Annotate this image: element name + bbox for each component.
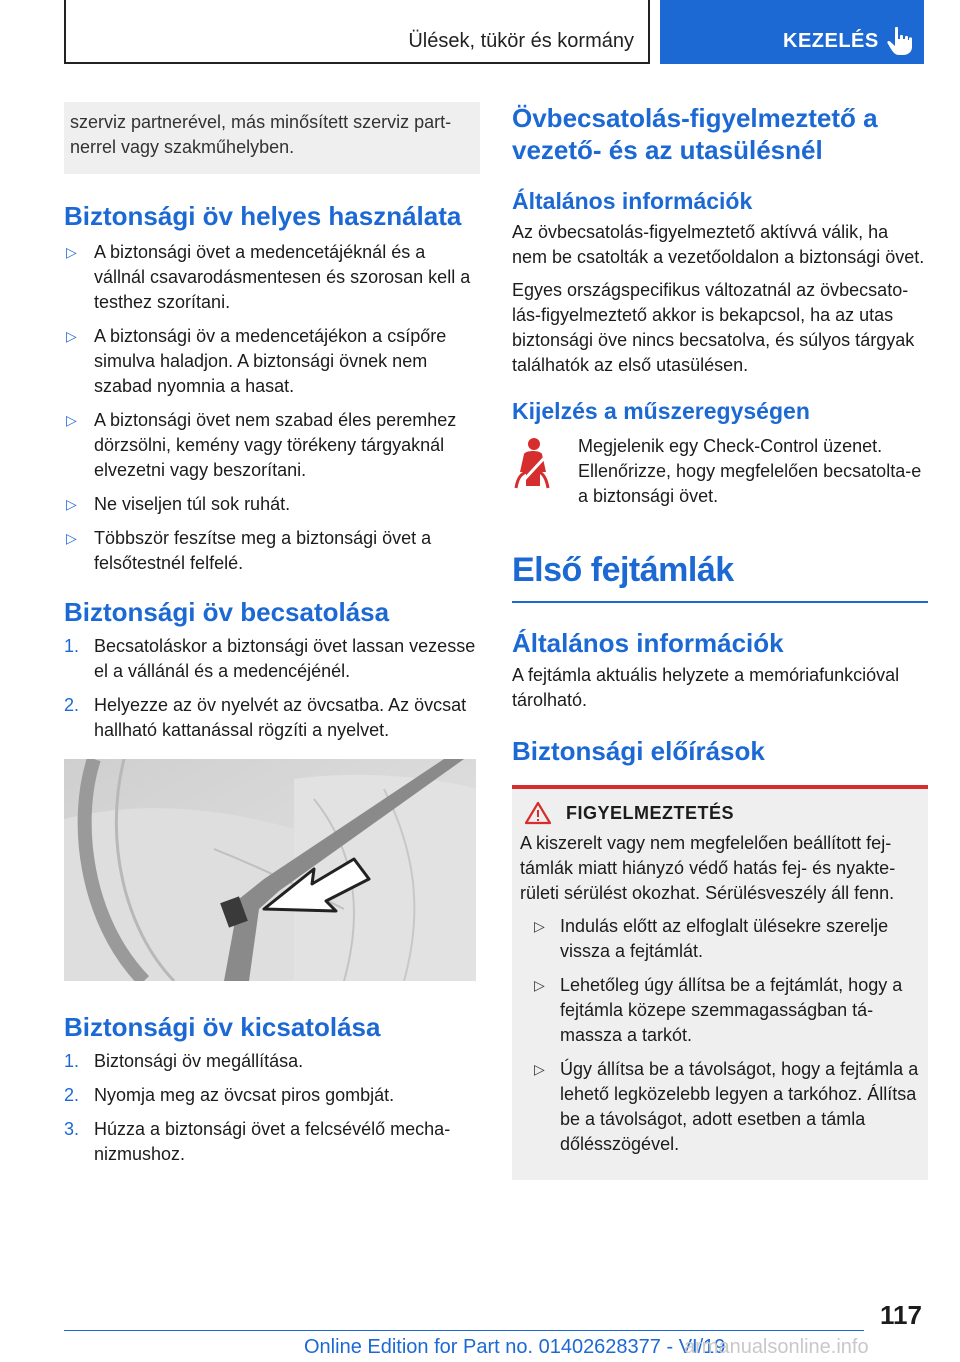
list-item: ▷ A biztonsági öv a medencetájékon a csípőre simulva haladjon. A biztonsági övnek nem szabad nyomnia a hasat. [66,326,447,396]
unfasten-steps [64,1049,480,1167]
seatbelt-buckle-photo [64,759,476,981]
fasten-steps [64,634,480,743]
heading-correct-use: Biztonsági öv helyes használata [64,201,462,231]
header-tab[interactable] [660,0,924,64]
list-item: ▷ Úgy állítsa be a távolságot, hogy a fejtámla a lehető legközelebb legyen a tarkóhoz. Állítsa be a távolságot, adott esetben a támla dőlésszögével. [534,1059,919,1154]
list-item: 1. Becsatoláskor a biztonsági övet lassan vezesse el a vállánál és a medencéjénél. [64,636,476,681]
indicator-row [512,434,928,509]
warning-text: A kiszerelt vagy nem megfelelően beállított fejtámlák miatt hiányzó védő hatás fej- és nyakterületi sérülést okozhat. Sérülésveszély áll fenn. [520,833,896,903]
warning-box [512,785,928,1180]
watermark: armanualsonline.info [684,1336,869,1358]
triangle-bullet-icon: ▷ [534,1061,545,1077]
triangle-bullet-icon: ▷ [66,328,77,344]
triangle-bullet-icon: ▷ [534,918,545,934]
pointing-hand-icon [886,26,914,56]
list-item: 3. Húzza a biztonsági övet a felcsévélő mechanizmushoz. [64,1119,451,1164]
paragraph: A fejtámla aktuális helyzete a memóriafunkcióval tárolható. [512,665,900,710]
triangle-bullet-icon: ▷ [66,496,77,512]
seat-illustration [64,759,476,981]
warning-triangle-icon [524,801,552,825]
heading-general-info-1: Általános információk [512,188,753,214]
heading-unfasten: Biztonsági öv kicsatolása [64,1012,381,1042]
list-item: ▷ Ne viseljen túl sok ruhát. [64,492,480,517]
page-number: 117 [880,1300,922,1330]
list-item: 1. Biztonsági öv megállítása. [64,1051,304,1071]
triangle-bullet-icon: ▷ [534,977,545,993]
list-item: ▷ Többször feszítse meg a biztonsági övet a felsőtestnél felfelé. [66,528,432,573]
triangle-bullet-icon: ▷ [66,530,77,546]
list-item: 2. Nyomja meg az övcsat piros gombját. [64,1085,395,1105]
heading-front-headrests: Első fejtámlák [512,551,734,589]
list-item: ▷ Lehetőleg úgy állítsa be a fejtámlát, hogy a fejtámla közepe szemmagasságban támassza a tarkót. [534,975,903,1045]
right-column [512,102,928,1180]
warning-title: FIGYELMEZTETÉS [566,802,735,823]
edition-text: Online Edition for Part no. 01402628377 - VI/19 [304,1336,726,1358]
heading-display: Kijelzés a műszeregységen [512,398,810,424]
list-item: 2. Helyezze az öv nyelvét az övcsatba. Az övcsat hallható kattanással rögzíti a nyelvet. [64,695,467,740]
heading-general-info-2: Általános információk [512,628,784,658]
heading-fasten: Biztonsági öv becsatolása [64,597,390,627]
paragraph: Egyes országspecifikus változatnál az övbecsatolás-figyelmeztető akkor is bekapcsol, ha az utas biztonsági öve nincs becsatolva, és súlyos tárgyak találhatók az első utasülésen. [512,280,915,375]
correct-use-list [64,240,480,576]
seatbelt-warning-icon [512,434,578,509]
footer-rule [64,1330,864,1331]
heading-belt-reminder: Övbecsatolás-figyelmeztető a vezető- és az utasülésnél [512,103,878,165]
triangle-bullet-icon: ▷ [66,244,77,260]
heading-rule [512,601,928,603]
tab-label: KEZELÉS [783,30,879,52]
display-text: Megjelenik egy Check-Control üzenet. Ellenőrizze, hogy megfelelően becsatolta-e a biztonsági övet. [578,436,922,506]
heading-safety: Biztonsági előírások [512,736,765,766]
triangle-bullet-icon: ▷ [66,412,77,428]
warning-list [520,914,920,1157]
left-column [64,102,480,1176]
header-section-box [64,0,650,64]
warning-header [524,801,920,825]
list-item: ▷ A biztonsági övet a medencetájéknál és a vállnál csavarodásmentesen és szorosan kell a testhez szorítani. [66,242,471,312]
list-item: ▷ A biztonsági övet nem szabad éles peremhez dörzsölni, kemény vagy törékeny tárgyaknál elvezetni vagy beszorítani. [66,410,457,480]
list-item: ▷ Indulás előtt az elfoglalt ülésekre szerelje vissza a fejtámlát. [534,916,889,961]
intro-box: szerviz partnerével, más minősített szerviz partnerrel vagy szakműhelyben. [64,102,480,174]
paragraph: Az övbecsatolás-figyelmeztető aktívvá válik, ha nem be csatolták a vezetőoldalon a biztonsági övet. [512,222,925,267]
section-title: Ülések, tükör és kormány [408,30,634,52]
